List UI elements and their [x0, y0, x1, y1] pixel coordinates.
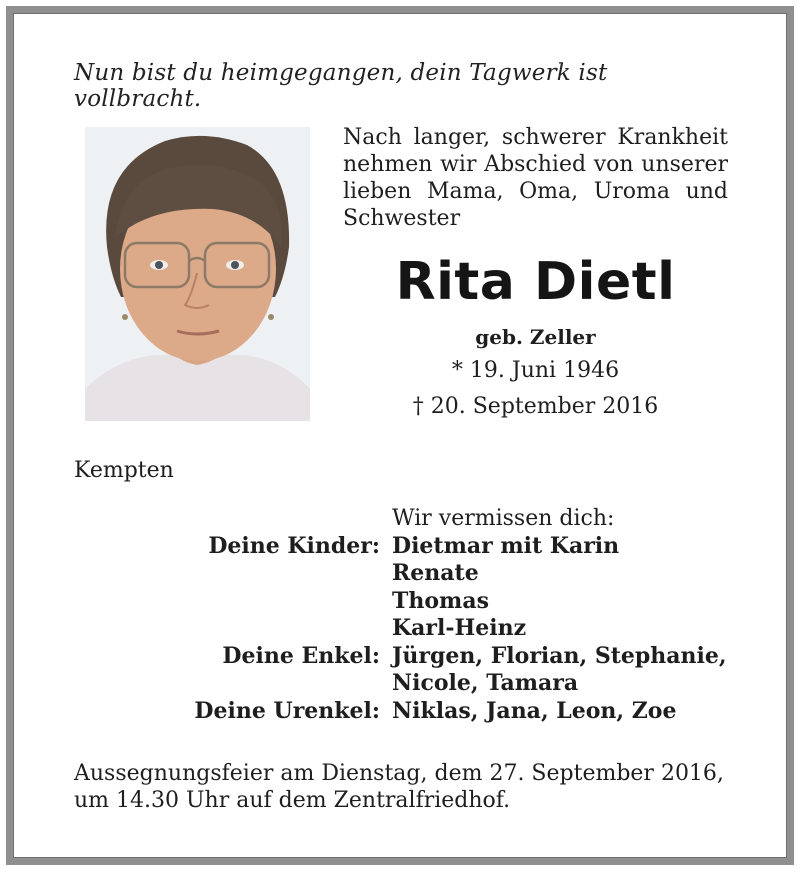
motto: Nun bist du heimgegangen, dein Tagwerk ist vollbracht.	[74, 60, 608, 112]
mourner-line: Jürgen, Florian, Stephanie,	[392, 642, 727, 669]
portrait-photo	[85, 127, 310, 421]
group-label-great-grandchildren: Deine Urenkel:	[194, 697, 380, 724]
deceased-name: Rita Dietl	[395, 252, 676, 312]
mourner-line: Niklas, Jana, Leon, Zoe	[392, 697, 677, 724]
service-line-2: um 14.30 Uhr auf dem Zentralfriedhof.	[74, 788, 511, 813]
place: Kempten	[74, 458, 174, 483]
birth-date: * 19. Juni 1946	[451, 358, 620, 383]
intro-text: Nach langer, schwerer Krankheit nehmen wir Abschied von unserer lieben Mama, Oma, Uroma und Schwester	[343, 125, 728, 231]
mourner-line: Renate	[392, 560, 479, 586]
group-label-grandchildren: Deine Enkel:	[222, 642, 380, 669]
mourner-line: Dietmar mit Karin	[392, 532, 620, 559]
mourner-line: Nicole, Tamara	[392, 670, 579, 696]
death-date: † 20. September 2016	[412, 394, 659, 419]
mourners-list	[74, 505, 754, 725]
group-label-children: Deine Kinder:	[208, 532, 380, 559]
mourner-line: Karl-Heinz	[392, 615, 527, 641]
service-line-1: Aussegnungsfeier am Dienstag, dem 27. September 2016,	[74, 761, 724, 786]
mourner-line: Thomas	[392, 587, 489, 614]
birth-name: geb. Zeller	[475, 325, 596, 349]
funeral-service-info	[74, 760, 754, 814]
mourners-intro: Wir vermissen dich:	[392, 506, 615, 531]
